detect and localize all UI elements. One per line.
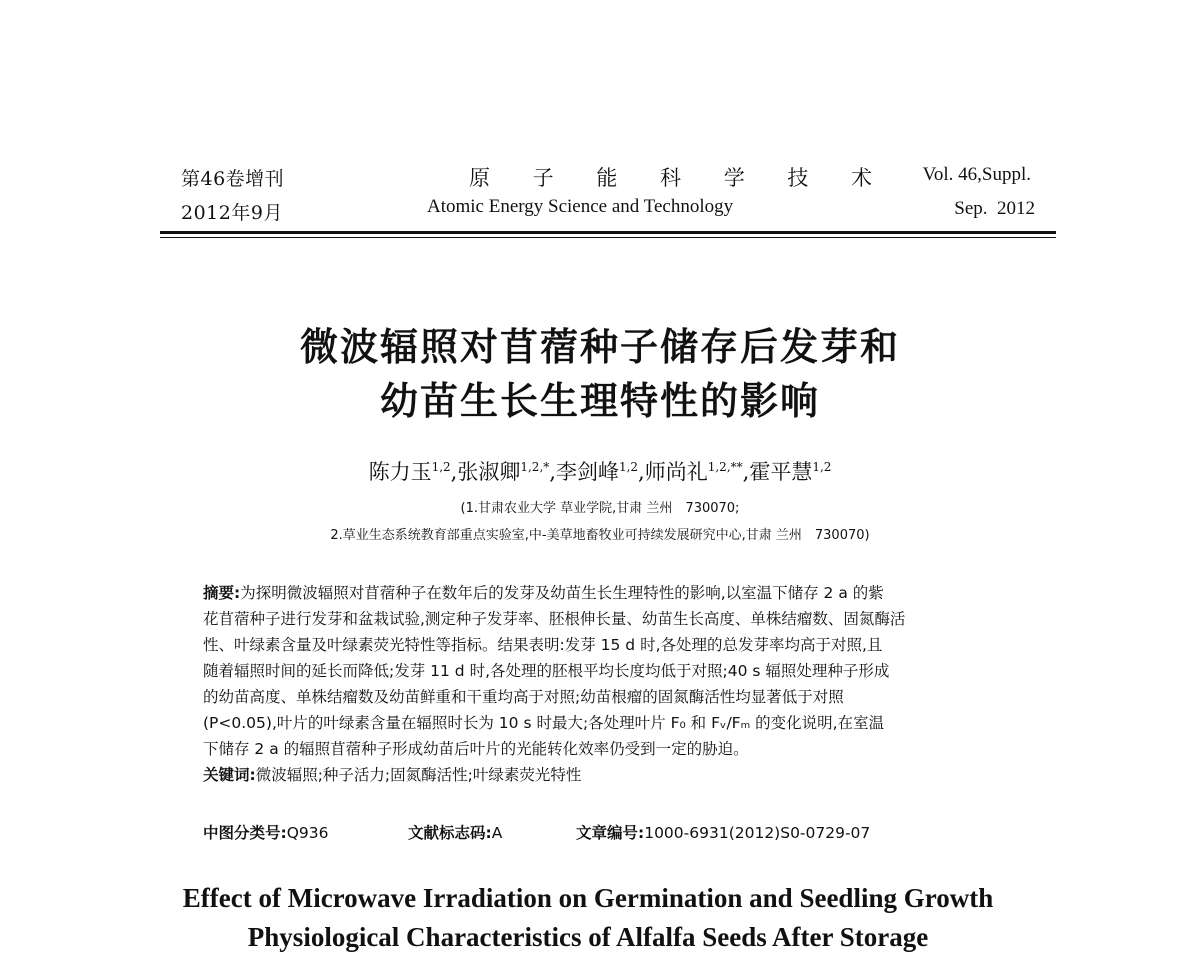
author-name: 师尚礼 (644, 460, 708, 484)
affiliation-line1: (1.甘肃农业大学 草业学院,甘肃 兰州 730070; (460, 501, 740, 516)
article-number (576, 821, 870, 843)
abstract-line: 为探明微波辐照对苜蓿种子在数年后的发芽及幼苗生长生理特性的影响,以室温下储存 2 a 的紫 (240, 584, 884, 602)
doc-label: 文献标志码: (408, 824, 492, 842)
title-en-line1: Effect of Microwave Irradiation on Germination and Seedling Growth (182, 883, 994, 913)
journal-title-en: Atomic Energy Science and Technology (427, 196, 734, 217)
volume-en: Vol. 46,Suppl. (922, 164, 1031, 185)
title-en-line2: Physiological Characteristics of Alfalfa Seeds After Storage (247, 922, 929, 952)
author-name: 张淑卿 (457, 460, 521, 484)
header-rule-thin (160, 237, 1056, 238)
clc-label: 中图分类号: (203, 824, 287, 842)
author-affil-mark: 1,2 (812, 460, 832, 474)
abstract-line: (P<0.05),叶片的叶绿素含量在辐照时长为 10 s 时最大;各处理叶片 F₀ 和 Fᵥ/Fₘ 的变化说明,在室温 (203, 714, 885, 732)
clc-code (203, 821, 329, 843)
header-rule-thick (160, 231, 1056, 234)
doc-value: A (491, 824, 503, 842)
author-affil-mark: 1,2,** (707, 460, 743, 474)
document-code (408, 821, 502, 843)
abstract-line: 的幼苗高度、单株结瘤数及幼苗鲜重和干重均高于对照;幼苗根瘤的固氮酶活性均显著低于对照 (203, 688, 844, 706)
affiliation-line2: 2.草业生态系统教育部重点实验室,中-美草地畜牧业可持续发展研究中心,甘肃 兰州 730070) (330, 528, 870, 543)
journal-title-cn: 原 子 能 科 学 技 术 (469, 166, 891, 190)
keywords-label: 关键词: (203, 766, 256, 784)
abstract-line: 下储存 2 a 的辐照苜蓿种子形成幼苗后叶片的光能转化效率仍受到一定的胁迫。 (203, 740, 749, 758)
article-value: 1000-6931(2012)S0-0729-07 (644, 824, 871, 842)
abstract-line: 性、叶绿素含量及叶绿素荧光特性等指标。结果表明:发芽 15 d 时,各处理的总发芽率均高于对照,且 (203, 636, 883, 654)
author-name: 李剑峰 (555, 460, 619, 484)
abstract-line: 随着辐照时间的延长而降低;发芽 11 d 时,各处理的胚根平均长度均低于对照;40 s 辐照处理种子形成 (203, 662, 890, 680)
abstract-label: 摘要: (203, 584, 241, 602)
author-name: 霍平慧 (749, 460, 813, 484)
date-en: Sep. 2012 (954, 198, 1035, 219)
date-cn: 2012年9月 (181, 202, 283, 224)
abstract (203, 580, 1021, 788)
author-affil-mark: 1,2 (618, 460, 639, 474)
title-cn-line1: 微波辐照对苜蓿种子储存后发芽和 (299, 325, 900, 369)
author-list: 陈力玉$^{1,2}$,张淑卿$^{1,2,*}$,李剑峰$^{1,2}$,师尚礼$^{1,2,**}$,霍平慧$^{1,2}$ (368, 460, 832, 484)
keywords-text: 微波辐照;种子活力;固氮酶活性;叶绿素荧光特性 (255, 766, 582, 784)
title-cn-line2: 幼苗生长生理特性的影响 (379, 379, 820, 423)
abstract-line: 花苜蓿种子进行发芽和盆栽试验,测定种子发芽率、胚根伸长量、幼苗生长高度、单株结瘤数、固氮酶活 (203, 610, 906, 628)
clc-value: Q936 (286, 824, 329, 842)
author-affil-mark: 1,2,* (520, 460, 550, 474)
author-name: 陈力玉 (368, 460, 432, 484)
author-affil-mark: 1,2 (431, 460, 451, 474)
volume-cn: 第46卷增刊 (181, 168, 285, 190)
article-label: 文章编号: (576, 824, 645, 842)
